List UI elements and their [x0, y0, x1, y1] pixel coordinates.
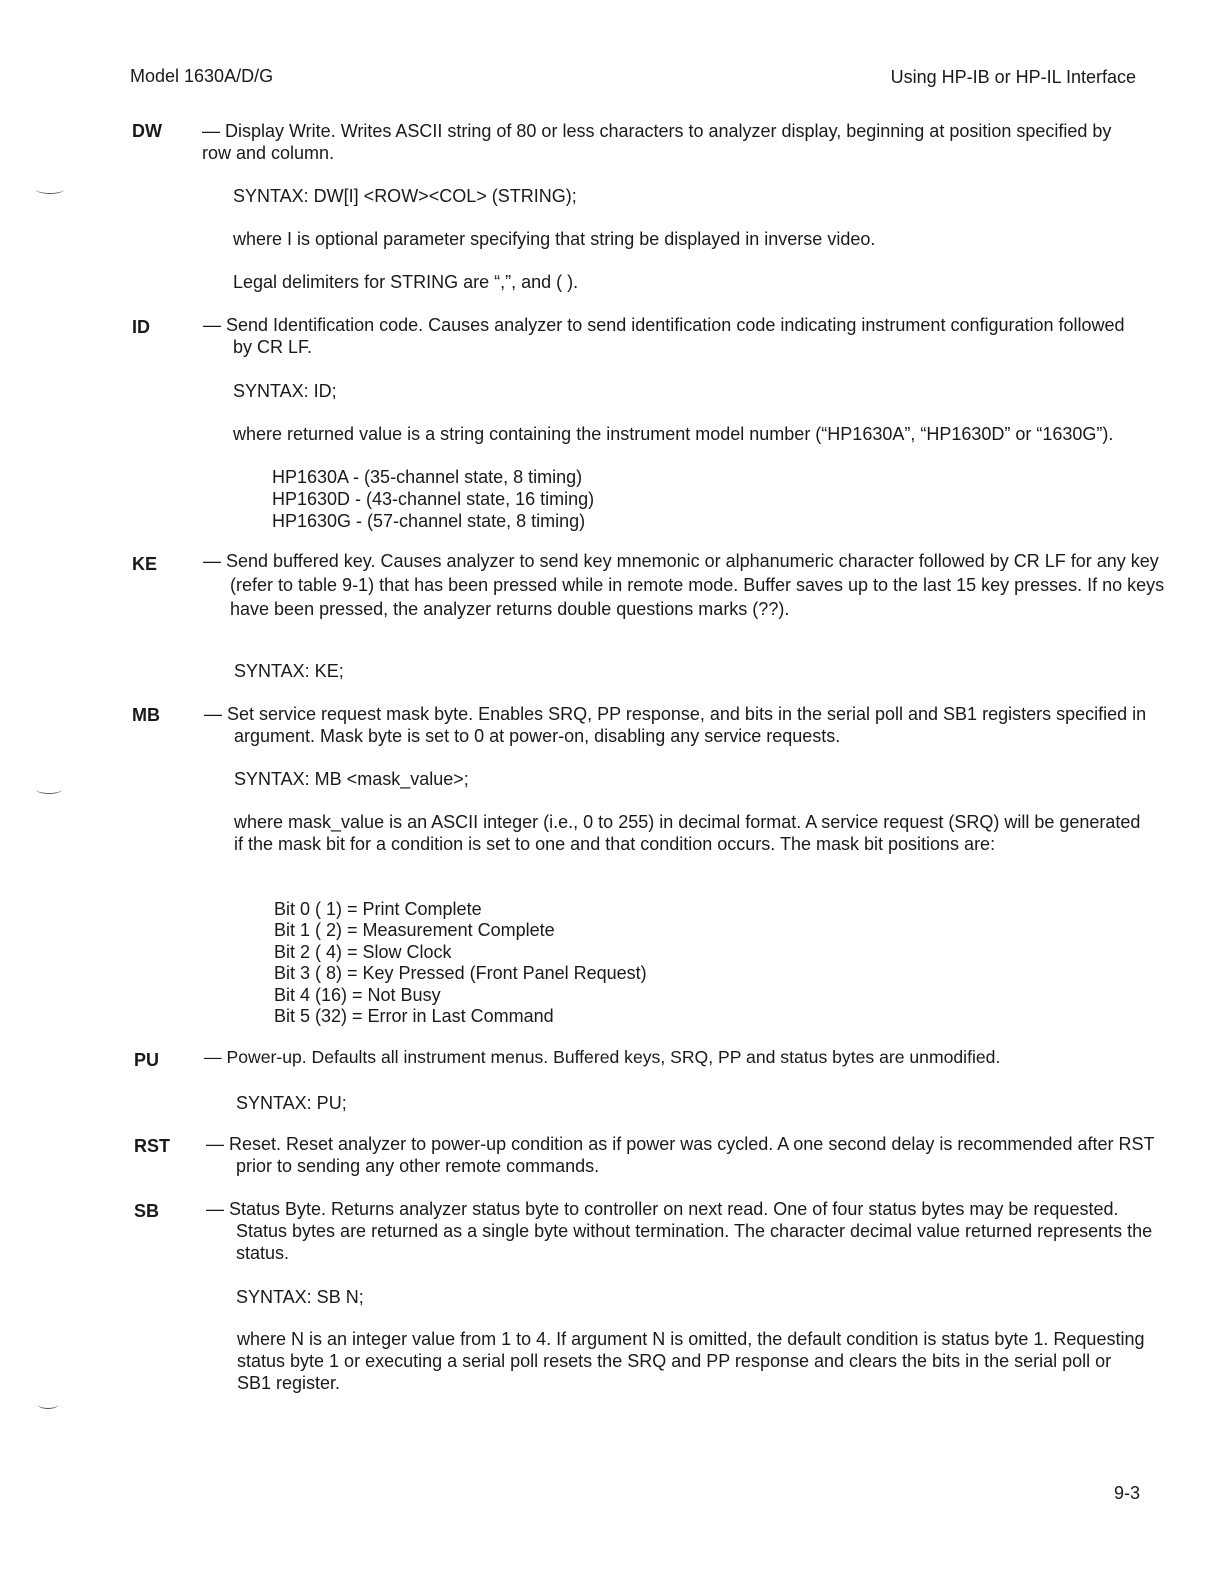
- mb-syntax: SYNTAX: MB <mask_value>;: [234, 769, 469, 789]
- command-pu: PU: [134, 1050, 160, 1070]
- dw-syntax: SYNTAX: DW[I] <ROW><COL> (STRING);: [233, 186, 577, 206]
- sb-argument-note: where N is an integer value from 1 to 4. If argument N is omitted, the default condition is status byte 1. Requesting status byte 1 or executing a serial poll resets the SRQ and PP response and clears the bits in the serial poll or SB1 register.: [237, 1329, 1145, 1393]
- dw-description: — Display Write. Writes ASCII string of 80 or less characters to analyzer display, beginning at position specified by row and column.: [202, 121, 1112, 163]
- id-syntax: SYNTAX: ID;: [233, 381, 337, 401]
- mb-bit-row: Bit 4 (16) = Not Busy: [274, 985, 441, 1005]
- mb-mask-note: where mask_value is an ASCII integer (i.e., 0 to 255) in decimal format. A service request (SRQ) will be generated if the mask bit for a condition is set to one and that condition occurs. The mask bit positions are:: [234, 812, 1141, 854]
- command-rst: RST: [134, 1136, 170, 1156]
- pu-syntax: SYNTAX: PU;: [236, 1093, 347, 1113]
- mb-description: — Set service request mask byte. Enables SRQ, PP response, and bits in the serial poll and SB1 registers specified in argument. Mask byte is set to 0 at power-on, disabling any service requests.: [204, 704, 1147, 746]
- command-dw: DW: [132, 121, 162, 141]
- id-return-note: where returned value is a string containing the instrument model number (“HP1630A”, “HP1630D” or “1630G”).: [233, 424, 1114, 444]
- page-number: 9-3: [1113, 1483, 1140, 1503]
- mb-bit-row: Bit 1 ( 2) = Measurement Complete: [274, 920, 555, 940]
- rst-description: — Reset. Reset analyzer to power-up condition as if power was cycled. A one second delay is recommended after RST prior to sending any other remote commands.: [206, 1134, 1155, 1176]
- command-sb: SB: [134, 1201, 160, 1221]
- id-description: — Send Identification code. Causes analyzer to send identification code indicating instrument configuration followed by CR LF.: [203, 315, 1125, 357]
- command-ke: KE: [132, 554, 158, 574]
- header-section-title: Using HP-IB or HP-IL Interface: [890, 67, 1136, 87]
- dw-delimiter-note: Legal delimiters for STRING are “,”, and ( ).: [233, 272, 579, 292]
- header-model: Model 1630A/D/G: [130, 66, 274, 86]
- mb-bit-row: Bit 3 ( 8) = Key Pressed (Front Panel Request): [274, 963, 647, 983]
- pu-description: — Power-up. Defaults all instrument menus. Buffered keys, SRQ, PP and status bytes are unmodified.: [204, 1047, 1001, 1067]
- mb-bit-row: Bit 5 (32) = Error in Last Command: [274, 1006, 554, 1026]
- mb-bit-row: Bit 2 ( 4) = Slow Clock: [274, 942, 452, 962]
- ke-syntax: SYNTAX: KE;: [234, 661, 344, 681]
- sb-description: — Status Byte. Returns analyzer status byte to controller on next read. One of four status bytes may be requested. Status bytes are returned as a single byte without termination. The character decimal value returned represents the status.: [206, 1199, 1153, 1263]
- dw-param-note: where I is optional parameter specifying that string be displayed in inverse video.: [233, 229, 876, 249]
- sb-syntax: SYNTAX: SB N;: [236, 1287, 364, 1307]
- id-model-line: HP1630A - (35-channel state, 8 timing): [272, 467, 583, 487]
- command-mb: MB: [132, 705, 160, 725]
- ke-description: — Send buffered key. Causes analyzer to send key mnemonic or alphanumeric character followed by CR LF for any key (refer to table 9-1) that has been pressed while in remote mode. Buffer saves up to the last 15 key presses. If no keys have been pressed, the analyzer returns double questions marks (??).: [203, 551, 1165, 619]
- margin-mark: [36, 785, 62, 794]
- margin-mark: [38, 1400, 58, 1409]
- command-id: ID: [132, 317, 150, 337]
- mb-bit-row: Bit 0 ( 1) = Print Complete: [274, 899, 482, 919]
- id-model-line: HP1630G - (57-channel state, 8 timing): [272, 511, 586, 531]
- id-model-line: HP1630D - (43-channel state, 16 timing): [272, 489, 595, 509]
- margin-mark: [36, 185, 64, 194]
